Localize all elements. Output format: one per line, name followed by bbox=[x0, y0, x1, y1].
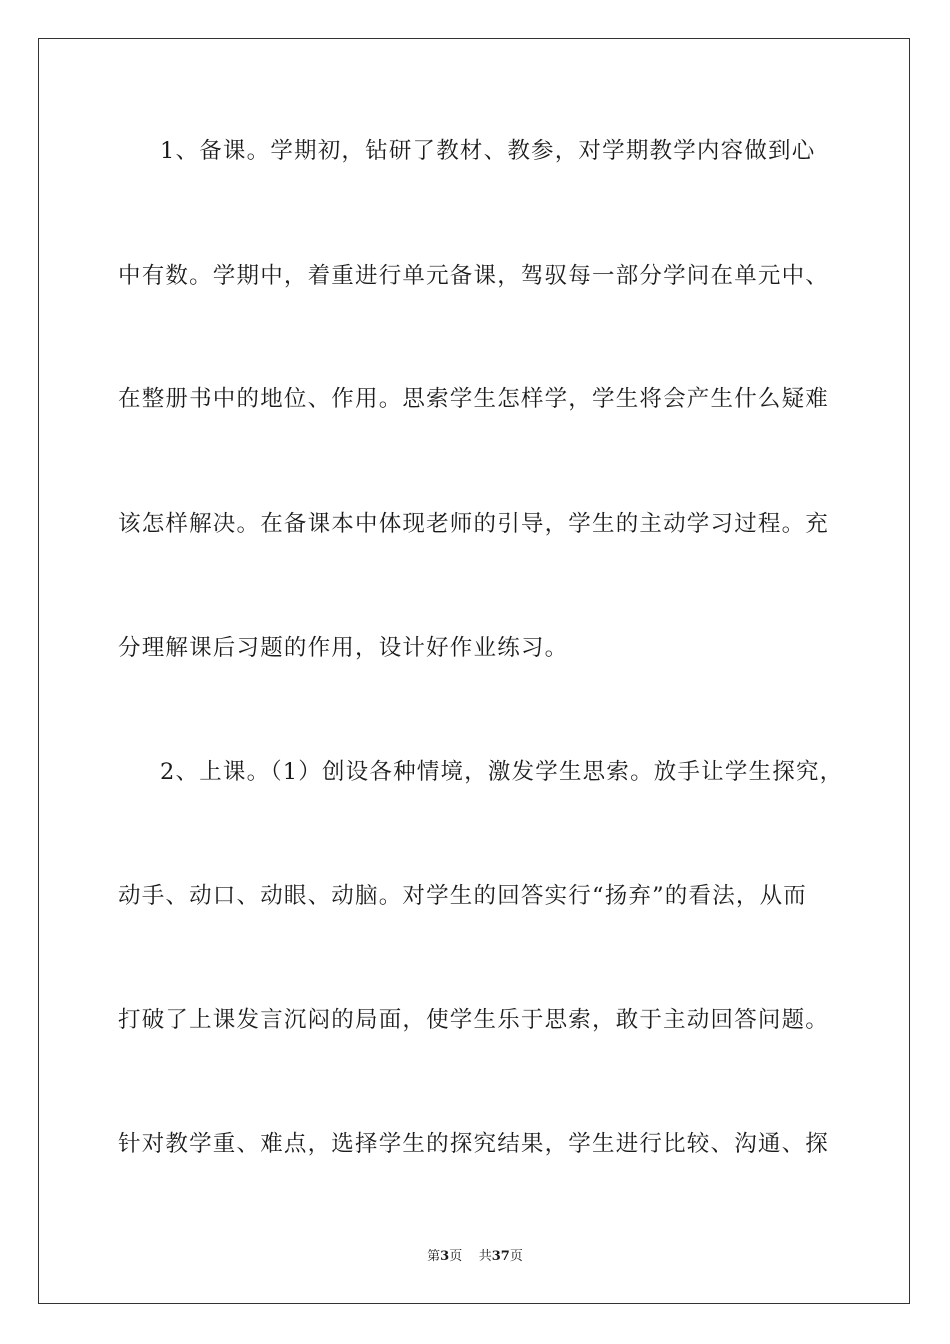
paragraph-1-line-2: 中有数。学期中，着重进行单元备课，驾驭每一部分学问在单元中、 bbox=[118, 263, 830, 289]
footer-total-pages: 37 bbox=[491, 1249, 510, 1264]
paragraph-2-line-4: 针对教学重、难点，选择学生的探究结果，学生进行比较、沟通、探 bbox=[118, 1131, 830, 1157]
paragraph-1-line-1: 1、备课。学期初，钻研了教材、教参，对学期教学内容做到心 bbox=[160, 138, 816, 164]
page-border bbox=[38, 38, 910, 1304]
footer-page-number: 3 bbox=[440, 1249, 450, 1264]
paragraph-1-line-5: 分理解课后习题的作用，设计好作业练习。 bbox=[118, 635, 569, 661]
paragraph-1-line-4: 该怎样解决。在备课本中体现老师的引导，学生的主动学习过程。充 bbox=[118, 511, 830, 537]
footer-page-suffix: 页 bbox=[449, 1249, 463, 1264]
footer-total-suffix: 页 bbox=[509, 1249, 523, 1264]
footer-page-prefix: 第 bbox=[427, 1249, 441, 1264]
paragraph-2-line-2: 动手、动口、动眼、动脑。对学生的回答实行“扬弃”的看法，从而 bbox=[118, 883, 808, 909]
footer-total-prefix: 共 bbox=[478, 1249, 492, 1264]
paragraph-2-line-3: 打破了上课发言沉闷的局面，使学生乐于思索，敢于主动回答问题。 bbox=[118, 1007, 830, 1033]
page-footer bbox=[0, 1245, 950, 1264]
paragraph-2-line-1: 2、上课。（1）创设各种情境，激发学生思索。放手让学生探究， bbox=[160, 759, 844, 785]
paragraph-1-line-3: 在整册书中的地位、作用。思索学生怎样学，学生将会产生什么疑难 bbox=[118, 386, 830, 412]
